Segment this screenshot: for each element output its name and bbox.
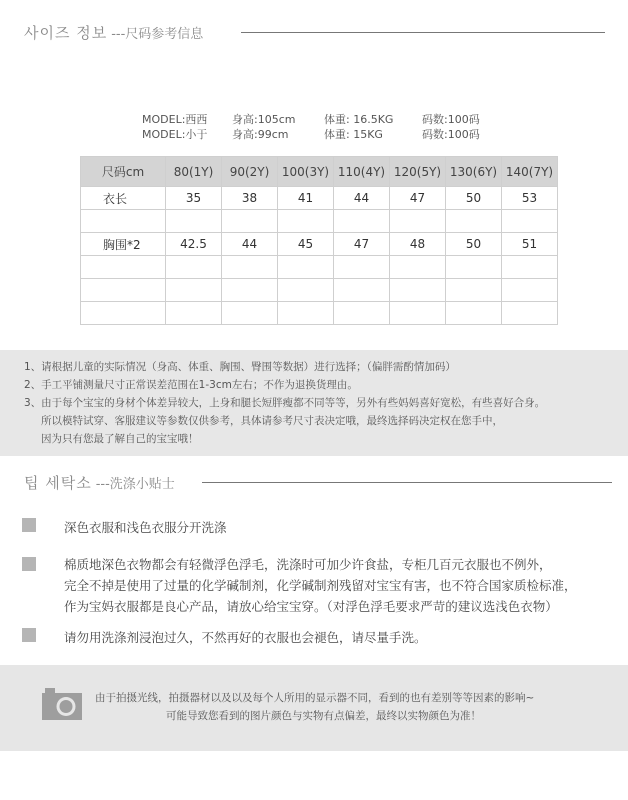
size-table: [80, 156, 558, 325]
table-cell: [81, 279, 166, 302]
note-line: 所以模特试穿、客服建议等参数仅供参考，具体请参考尺寸表决定哦，最终选择码决定权在您手中，: [41, 415, 503, 427]
table-cell: [446, 279, 502, 302]
footer-line: 由于拍摄光线，拍摄器材以及以及每个人所用的显示器不同，看到的也有差别等等因素的影响~: [95, 692, 535, 704]
table-row: [81, 187, 558, 210]
header-cell: 120(5Y): [390, 157, 446, 187]
model-size: 码数:100码: [422, 128, 480, 141]
table-cell: 48: [390, 233, 446, 256]
table-cell: 44: [222, 233, 278, 256]
row-label: 衣长: [81, 187, 166, 210]
header-cell: 80(1Y): [166, 157, 222, 187]
table-cell: 45: [278, 233, 334, 256]
model-name: MODEL:西西: [142, 113, 208, 126]
table-cell: [390, 302, 446, 325]
table-cell: [502, 210, 558, 233]
table-cell: [334, 210, 390, 233]
header-cell: 140(7Y): [502, 157, 558, 187]
table-row: [81, 256, 558, 279]
table-cell: [334, 302, 390, 325]
table-cell: 35: [166, 187, 222, 210]
footer-line: 可能导致您看到的图片颜色与实物有点偏差，最终以实物颜色为准！: [166, 710, 481, 722]
table-cell: [222, 279, 278, 302]
size-section-title-kr: 사이즈 정보: [24, 24, 108, 42]
table-cell: 50: [446, 187, 502, 210]
table-cell: [278, 302, 334, 325]
table-cell: [81, 256, 166, 279]
table-cell: [390, 210, 446, 233]
bullet-square-icon: [22, 518, 36, 532]
wash-section-divider: [202, 482, 612, 483]
size-section-header: [24, 22, 203, 43]
table-cell: [222, 256, 278, 279]
note-line: 1、请根据儿童的实际情况（身高、体重、胸围、臀围等数据）进行选择；（偏胖需酌情加码）: [24, 361, 456, 373]
wash-section-title-cn: ---洗涤小贴士: [95, 477, 175, 492]
tip-text: 深色衣服和浅色衣服分开洗涤: [64, 520, 227, 535]
model-info: [142, 112, 480, 142]
bullet-square-icon: [22, 557, 36, 571]
model-name: MODEL:小于: [142, 128, 208, 141]
model-size: 码数:100码: [422, 113, 480, 126]
table-cell: [334, 256, 390, 279]
table-cell: [278, 279, 334, 302]
row-label: [81, 210, 166, 233]
table-cell: 53: [502, 187, 558, 210]
table-cell: [446, 302, 502, 325]
table-cell: 41: [278, 187, 334, 210]
header-cell: 130(6Y): [446, 157, 502, 187]
model-row: [142, 112, 480, 127]
tip-text: 作为宝妈衣服都是良心产品，请放心给宝宝穿。（对浮色浮毛要求严苛的建议选浅色衣物）: [64, 599, 558, 614]
note-line: 2、手工平铺测量尺寸正常误差范围在1-3cm左右；不作为退换货理由。: [24, 379, 358, 391]
size-table-header: [81, 157, 558, 187]
tip-text: 请勿用洗涤剂浸泡过久，不然再好的衣服也会褪色，请尽量手洗。: [64, 630, 427, 645]
table-cell: [166, 256, 222, 279]
table-cell: 44: [334, 187, 390, 210]
header-cell: 110(4Y): [334, 157, 390, 187]
table-cell: [166, 302, 222, 325]
bullet-square-icon: [22, 628, 36, 642]
note-line: 3、由于每个宝宝的身材个体差异较大，上身和腿长短胖瘦都不同等等，另外有些妈妈喜好宽松，有些喜好合身。: [24, 397, 546, 409]
model-height: 身高:105cm: [232, 113, 296, 126]
header-cell: 尺码cm: [81, 157, 166, 187]
row-label: 胸围*2: [81, 233, 166, 256]
table-cell: 47: [334, 233, 390, 256]
wash-section-header: [24, 472, 175, 493]
table-cell: [446, 256, 502, 279]
table-cell: 38: [222, 187, 278, 210]
table-cell: [390, 279, 446, 302]
model-height: 身高:99cm: [232, 128, 289, 141]
table-cell: [502, 279, 558, 302]
table-cell: [222, 302, 278, 325]
table-cell: [166, 279, 222, 302]
table-cell: [502, 256, 558, 279]
model-weight: 体重: 16.5KG: [324, 113, 394, 126]
tip-text: 棉质地深色衣物都会有轻微浮色浮毛，洗涤时可加少许食盐，专柜几百元衣服也不例外，: [64, 557, 552, 572]
model-row: [142, 127, 480, 142]
table-cell: [278, 256, 334, 279]
table-cell: [278, 210, 334, 233]
note-line: 因为只有您最了解自己的宝宝哦！: [41, 433, 199, 445]
wash-section-title-kr: 팁 세탁소: [24, 474, 92, 492]
table-cell: [334, 279, 390, 302]
tip-text: 完全不掉是使用了过量的化学碱制剂，化学碱制剂残留对宝宝有害，也不符合国家质检标准，: [64, 578, 577, 593]
table-cell: 42.5: [166, 233, 222, 256]
table-cell: [390, 256, 446, 279]
camera-icon: [42, 688, 82, 724]
notes-panel: [0, 350, 628, 456]
table-row: [81, 210, 558, 233]
header-cell: 90(2Y): [222, 157, 278, 187]
table-cell: 51: [502, 233, 558, 256]
table-row: [81, 279, 558, 302]
table-cell: [446, 210, 502, 233]
header-cell: 100(3Y): [278, 157, 334, 187]
table-cell: [502, 302, 558, 325]
table-row: [81, 233, 558, 256]
table-row: [81, 302, 558, 325]
table-cell: [81, 302, 166, 325]
table-cell: 47: [390, 187, 446, 210]
model-weight: 体重: 15KG: [324, 128, 383, 141]
size-section-title-cn: ---尺码参考信息: [111, 27, 204, 42]
size-section-divider: [241, 32, 605, 33]
table-cell: [222, 210, 278, 233]
table-cell: [166, 210, 222, 233]
table-cell: 50: [446, 233, 502, 256]
